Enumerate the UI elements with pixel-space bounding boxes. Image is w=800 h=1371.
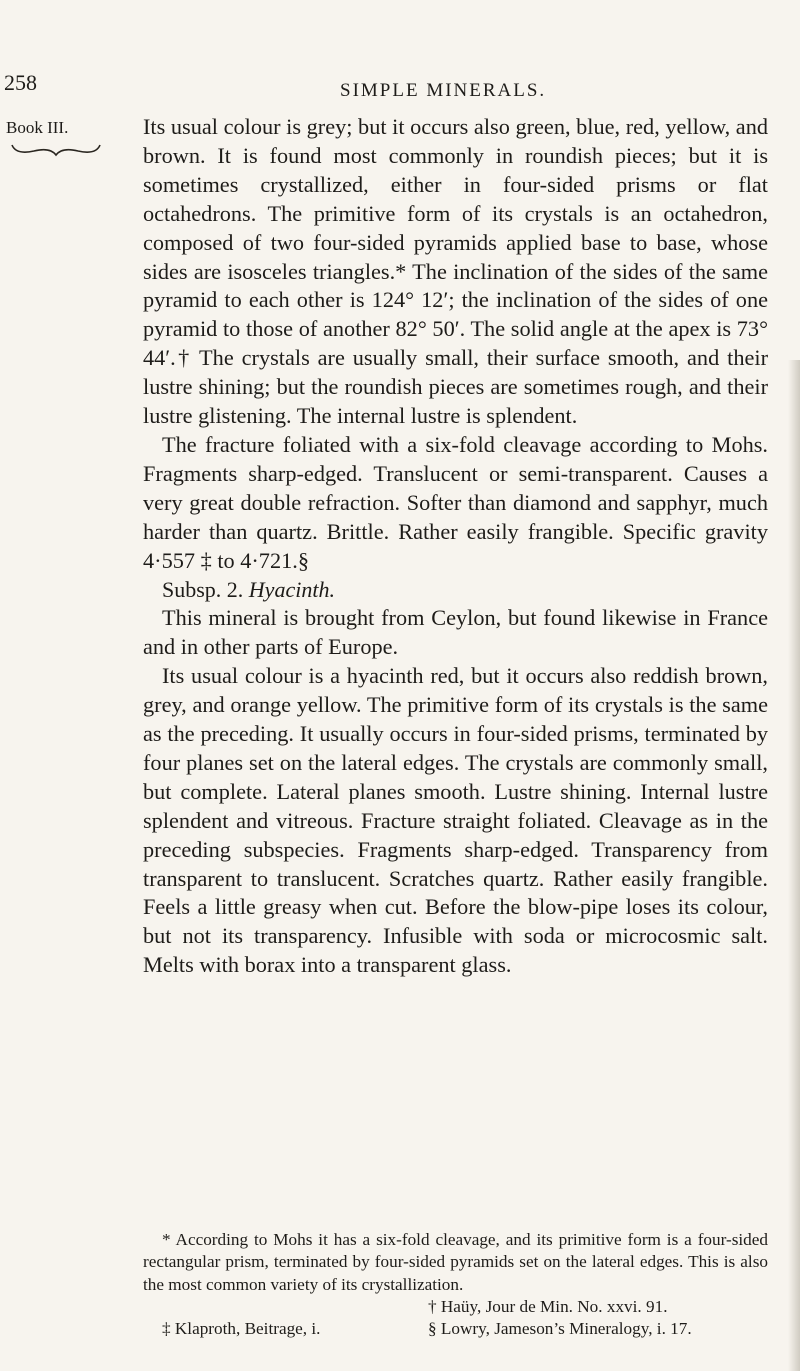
paragraph-zircon-fracture: The fracture foliated with a six-fold cleavage according to Mohs. Fragments sharp-edged. Translucent or semi-transparent. Causes a very great double refraction. Softer than diamond and sapphyr, much harder than quartz. Brittle. Rather easily frangible. Specific gravity 4·557 ‡ to 4·721.§: [143, 431, 768, 573]
page-edge-shadow: [788, 360, 800, 1371]
footnote-row-3: [143, 1318, 768, 1340]
paragraph-hyacinth-description: Its usual colour is a hyacinth red, but it occurs also reddish brown, grey, and orange yellow. The primitive form of its crystals is the same as the preceding. It usually occurs in four-sided prisms, terminated by four planes set on the lateral edges. The crystals are commonly small, but complete. Lateral planes smooth. Lustre shining. Internal lustre splendent and vitreous. Fracture straight foliated. Cleavage as in the preceding subspecies. Fragments sharp-edged. Transparency from transparent to translucent. Scratches quartz. Rather easily frangible. Feels a little greasy when cut. Before the blow-pipe loses its colour, but not its transparency. Infusible with soda or microcosmic salt. Melts with borax into a transparent glass.: [143, 663, 768, 978]
page-number: 258: [4, 70, 37, 95]
footnote-row-2: [143, 1296, 768, 1318]
footnote-section: § Lowry, Jameson’s Mineralogy, i. 17.: [428, 1319, 692, 1339]
subspecies-label: Subsp. 2.: [162, 576, 244, 602]
paragraph-zircon-colour: Its usual colour is grey; but it occurs also green, blue, red, yellow, and brown. It is found most commonly in roundish pieces; but it is sometimes crystallized, either in four-sided prisms or flat octahedrons. The primitive form of its crystals is an octahedron, composed of two four-sided pyramids applied base to base, whose sides are isosceles triangles.* The inclination of the sides of the same pyramid to each other is 124° 12′; the inclination of the sides of one pyramid to those of another 82° 50′. The solid angle at the apex is 73° 44′.† The crystals are usually small, their surface smooth, and their lustre shining; but the roundish pieces are sometimes rough, and their lustre glistening. The internal lustre is splendent.: [143, 114, 768, 429]
footnote-double-dagger: ‡ Klaproth, Beitrage, i.: [162, 1319, 321, 1339]
footnote-star: * According to Mohs it has a six-fold cleavage, and its primitive form is a four-sided rectangular prism, terminated by four-sided pyramids set on the lateral edges. This is also the most common variety of its crystallization.: [143, 1230, 768, 1294]
margin-brace-icon: [10, 143, 102, 157]
subspecies-name: Hyacinth.: [248, 576, 335, 602]
running-head: SIMPLE MINERALS.: [340, 80, 547, 101]
footnotes: [143, 1229, 768, 1340]
margin-book-label: Book III.: [6, 118, 69, 137]
paragraph-hyacinth-origin: This mineral is brought from Ceylon, but found likewise in France and in other parts of Europe.: [143, 605, 768, 660]
footnote-dagger: † Haüy, Jour de Min. No. xxvi. 91.: [428, 1296, 668, 1316]
subspecies-heading: [143, 576, 768, 605]
main-text: [143, 113, 768, 980]
